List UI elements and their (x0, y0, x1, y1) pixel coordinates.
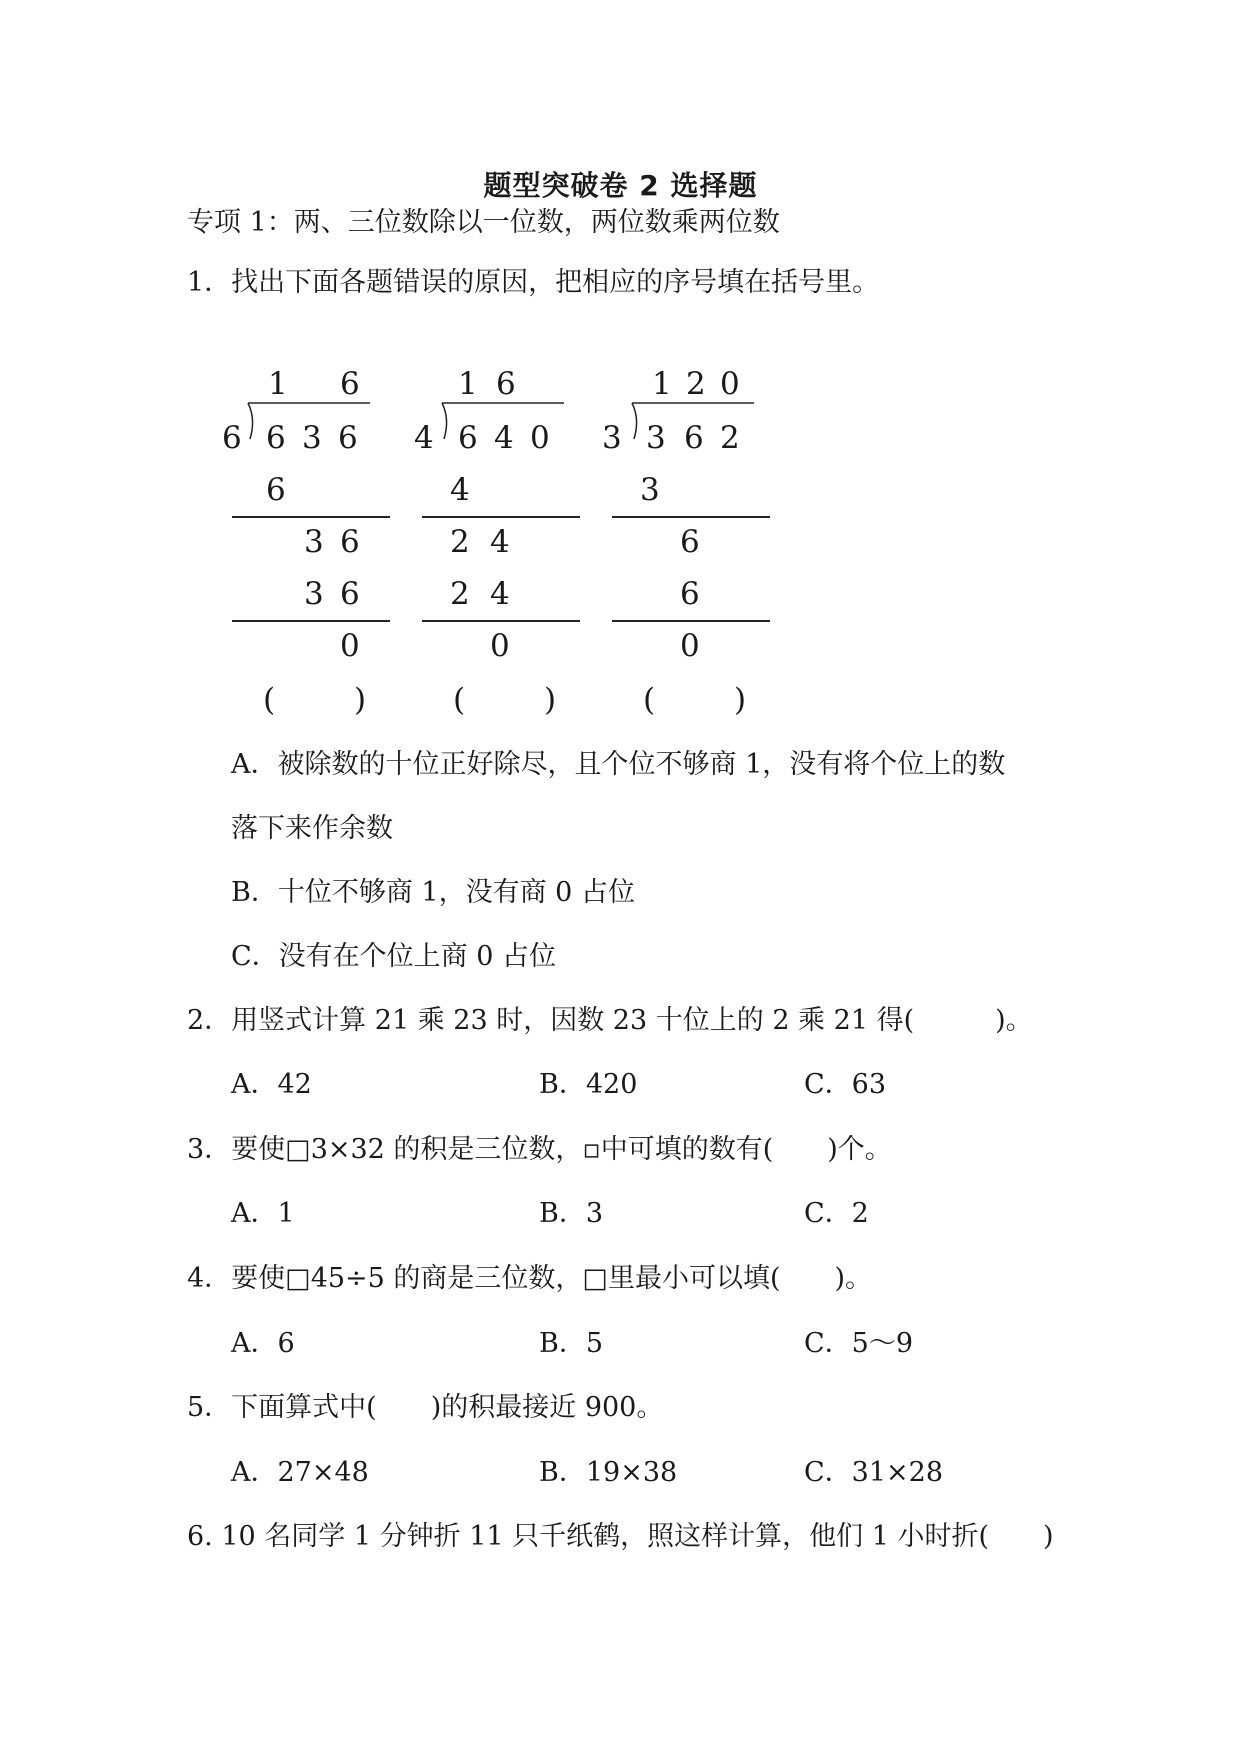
q2-stem: 2．用竖式计算 21 乘 23 时，因数 23 十位上的 2 乘 21 得( )。 (187, 1005, 1033, 1036)
step-digit: 4 (490, 524, 510, 560)
divisor: 6 (222, 420, 242, 456)
answer-paren-open: ( (263, 682, 276, 718)
step-product: 6 (266, 472, 286, 508)
q5-option-c: C．31×28 (804, 1457, 943, 1488)
dividend-digit: 6 (458, 420, 478, 456)
step-product: 3 (640, 472, 660, 508)
q2-option-a: A．42 (231, 1069, 312, 1100)
step-digit: 4 (490, 576, 510, 612)
q3-option-b: B．3 (539, 1198, 604, 1229)
q1-stem: 1．找出下面各题错误的原因，把相应的序号填在括号里。 (187, 267, 880, 298)
answer-paren-open: ( (643, 682, 656, 718)
step-digit: 2 (450, 576, 470, 612)
q4-option-a: A．6 (231, 1328, 295, 1359)
dividend-digit: 0 (530, 420, 550, 456)
remainder: 0 (680, 628, 700, 664)
dividend-digit: 2 (720, 420, 740, 456)
quotient-digit: 6 (340, 366, 360, 402)
q4-option-b: B．5 (539, 1328, 604, 1359)
q5-option-a: A．27×48 (231, 1457, 369, 1488)
step-digit: 2 (450, 524, 470, 560)
quotient-digit: 1 (652, 366, 672, 402)
quotient-digit: 1 (268, 366, 288, 402)
step-digit: 6 (680, 524, 700, 560)
q5-stem: 5．下面算式中( )的积最接近 900。 (187, 1392, 664, 1423)
quotient-digit: 1 (458, 366, 478, 402)
quotient-digit: 6 (496, 366, 516, 402)
step-product: 4 (450, 472, 470, 508)
dividend-digit: 3 (302, 420, 322, 456)
quotient-digit: 0 (720, 366, 740, 402)
dividend-digit: 3 (646, 420, 666, 456)
step-digit: 6 (340, 576, 360, 612)
remainder: 0 (490, 628, 510, 664)
dividend-digit: 6 (684, 420, 704, 456)
division-rule (422, 516, 580, 518)
division-rule (612, 620, 770, 622)
dividend-digit: 4 (494, 420, 514, 456)
step-digit: 6 (340, 524, 360, 560)
q4-option-c: C．5～9 (804, 1328, 914, 1359)
page-title: 题型突破卷 2 选择题 (483, 169, 758, 202)
q1-option-a-line2: 落下来作余数 (231, 813, 393, 844)
q3-stem: 3．要使□3×32 的积是三位数，▫中可填的数有( )个。 (187, 1134, 892, 1165)
answer-paren-close: ) (544, 682, 557, 718)
q1-option-c: C．没有在个位上商 0 占位 (231, 941, 557, 972)
division-rule (232, 620, 390, 622)
q4-stem: 4．要使□45÷5 的商是三位数，□里最小可以填( )。 (187, 1263, 873, 1294)
dividend-digit: 6 (338, 420, 358, 456)
q1-option-a-line1: A．被除数的十位正好除尽，且个位不够商 1，没有将个位上的数 (231, 749, 1006, 780)
q6-stem: 6. 10 名同学 1 分钟折 11 只千纸鹤，照这样计算，他们 1 小时折( ) (187, 1521, 1054, 1552)
q1-option-b: B．十位不够商 1，没有商 0 占位 (231, 877, 635, 908)
divisor: 4 (414, 420, 434, 456)
division-rule (422, 620, 580, 622)
q2-option-b: B．420 (539, 1069, 638, 1100)
answer-paren-close: ) (734, 682, 747, 718)
answer-paren-open: ( (453, 682, 466, 718)
division-rule (612, 516, 770, 518)
q2-option-c: C．63 (804, 1069, 887, 1100)
q5-option-b: B．19×38 (539, 1457, 678, 1488)
q3-option-a: A．1 (231, 1198, 295, 1229)
step-digit: 3 (304, 576, 324, 612)
q3-option-c: C．2 (804, 1198, 869, 1229)
remainder: 0 (340, 628, 360, 664)
quotient-digit: 2 (686, 366, 706, 402)
divisor: 3 (602, 420, 622, 456)
step-digit: 3 (304, 524, 324, 560)
dividend-digit: 6 (266, 420, 286, 456)
step-digit: 6 (680, 576, 700, 612)
section-heading: 专项 1：两、三位数除以一位数，两位数乘两位数 (187, 207, 780, 238)
division-rule (232, 516, 390, 518)
answer-paren-close: ) (354, 682, 367, 718)
